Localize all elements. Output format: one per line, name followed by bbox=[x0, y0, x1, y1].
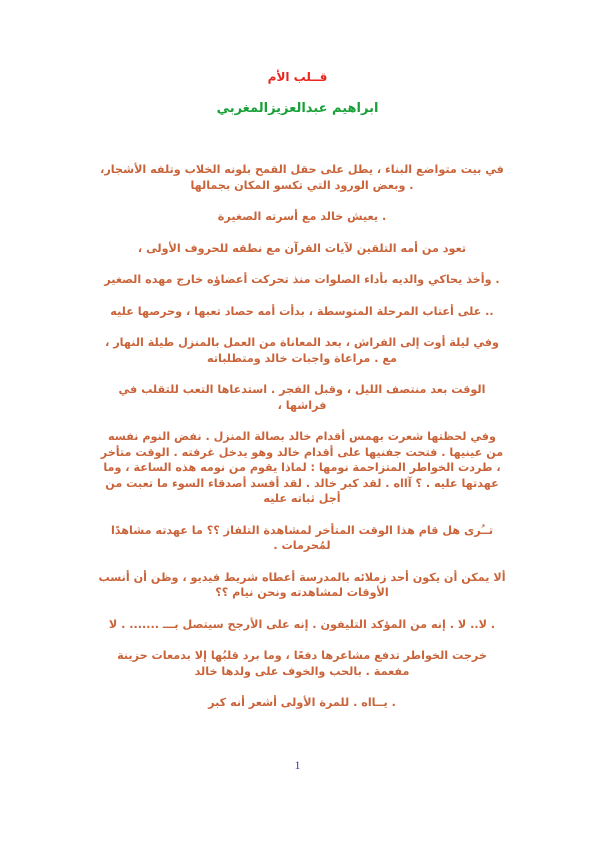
paragraph: تعود من أمه التلقين لآيات القرآن مع نطقه للحروف الأولى ، bbox=[137, 241, 467, 255]
paragraph: الوقت بعد منتصف الليل ، وقبل الفجر . استدعاها التعب للتقلب في فراشها ، bbox=[118, 383, 486, 412]
paragraph: خرجت الخواطر تدفع مشاعرها دفعًا ، وما برد قلبُها إلا بدمعات حزينة مفعمة . بالحب والخوف على ولدها خالد bbox=[117, 649, 487, 678]
story-title: قــلب الأم bbox=[267, 70, 328, 84]
paragraph: . لا.. لا . إنه من المؤكد التليفون . إنه على الأرجح سيتصل بـــ ....... . لا bbox=[108, 617, 496, 631]
paragraph: وفي ليلة أوت إلى الفراش ، بعد المعاناة من العمل بالمنزل طيلة النهار ، مع . مراعاة واجبات خالد ومتطلباته bbox=[105, 336, 499, 365]
author-name: ابراهيم عبدالعزيزالمغربي bbox=[216, 101, 379, 116]
paragraph: . يــااه . للمرة الأولى أشعر أنه كبر bbox=[208, 696, 396, 709]
story-body bbox=[98, 162, 506, 727]
paragraph: في بيت متواضع البناء ، يطل على حقل القمح بلونه الخلاب وتلفه الأشجار، . وبعض الورود التي تكسو المكان بجمالها bbox=[100, 163, 504, 192]
page-number: 1 bbox=[294, 758, 301, 772]
paragraph: . يعيش خالد مع أسرته الصغيرة bbox=[217, 210, 387, 223]
paragraph: ألا يمكن أن يكون أحد زملائه بالمدرسة أعطاه شريط فيديو ، وظن أن أنسب الأوقات لمشاهدته ونحن نيام ؟؟ bbox=[98, 570, 506, 599]
paragraph: وفي لحظتها شعرت بهمس أقدام خالد بصالة المنزل . نفض النوم نفسه من عينيها . فتحت جفنيها على أقدام خالد وهو يدخل غرفته . الوقت متأخر ، طردت الخواطر المتزاحمة نومها : لماذا يقوم من نومه هذه الساعة ، وما عهدتها عليه . ؟ آااه . لقد كبر خالد . لقد أفسد أصدقاء السوء ما تعبت من أجل ثباته عليه bbox=[100, 430, 504, 505]
paragraph: تــُرى هل قام هذا الوقت المتأخر لمشاهدة التلفاز ؟؟ ما عهدته مشاهدًا لمُحرمات . bbox=[110, 523, 494, 552]
paragraph: . وأخذ يحاكي والديه بأداء الصلوات منذ تحركت أعضاؤه خارج مهده الصغير bbox=[104, 273, 500, 286]
paragraph: .. على أعتاب المرحلة المتوسطة ، بدأت أمه حصاد تعبها ، وحرصها عليه bbox=[110, 304, 494, 318]
